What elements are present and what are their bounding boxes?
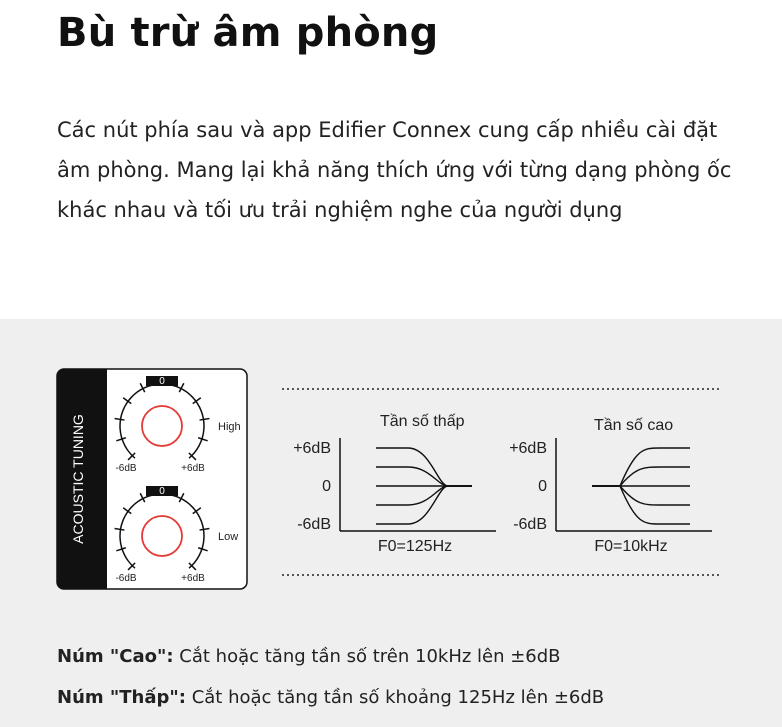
eq-curve <box>592 467 690 486</box>
note-low-text: Cắt hoặc tăng tần số khoảng 125Hz lên ±6dB <box>185 687 605 708</box>
notes-list <box>57 643 604 725</box>
figure-svg <box>56 368 736 592</box>
y-tick-label: -6dB <box>513 516 547 533</box>
y-tick-label: 0 <box>322 478 331 495</box>
knob-max-label: +6dB <box>181 573 205 584</box>
chart-title: Tần số thấp <box>380 413 465 430</box>
y-tick-label: +6dB <box>509 440 547 457</box>
note-low-label: Núm "Thấp": <box>57 687 186 708</box>
note-high <box>57 643 604 670</box>
note-high-text: Cắt hoặc tăng tần số trên 10kHz lên ±6dB <box>173 646 561 667</box>
eq-curve <box>376 486 472 505</box>
eq-chart-low <box>293 413 496 555</box>
knob-min-label: -6dB <box>115 463 137 474</box>
knob-center-mark: 0 <box>159 486 165 497</box>
y-tick-label: -6dB <box>297 516 331 533</box>
knob-max-label: +6dB <box>181 463 205 474</box>
x-axis-label: F0=10kHz <box>594 538 668 555</box>
eq-chart-high <box>509 417 712 555</box>
knob-label: Low <box>218 531 239 543</box>
y-tick-label: 0 <box>538 478 547 495</box>
knob-min-label: -6dB <box>115 573 137 584</box>
x-axis-label: F0=125Hz <box>377 538 453 555</box>
note-low <box>57 684 604 711</box>
note-high-label: Núm "Cao": <box>57 646 174 667</box>
knob-center-mark: 0 <box>159 376 165 387</box>
chart-title: Tần số cao <box>594 417 674 434</box>
page-title: Bù trừ âm phòng <box>57 10 439 56</box>
acoustic-figure <box>56 368 736 592</box>
eq-curve <box>376 467 472 486</box>
eq-charts <box>293 413 712 555</box>
y-tick-label: +6dB <box>293 440 331 457</box>
intro-paragraph: Các nút phía sau và app Edifier Connex cung cấp nhiều cài đặt âm phòng. Mang lại khả năng thích ứng với từng dạng phòng ốc khác nhau và tối ưu trải nghiệm nghe của người dụng <box>57 118 732 222</box>
eq-curve <box>592 486 690 505</box>
panel-side-label: ACOUSTIC TUNING <box>70 414 86 544</box>
knob-label: High <box>218 421 241 433</box>
acoustic-panel <box>57 369 247 589</box>
